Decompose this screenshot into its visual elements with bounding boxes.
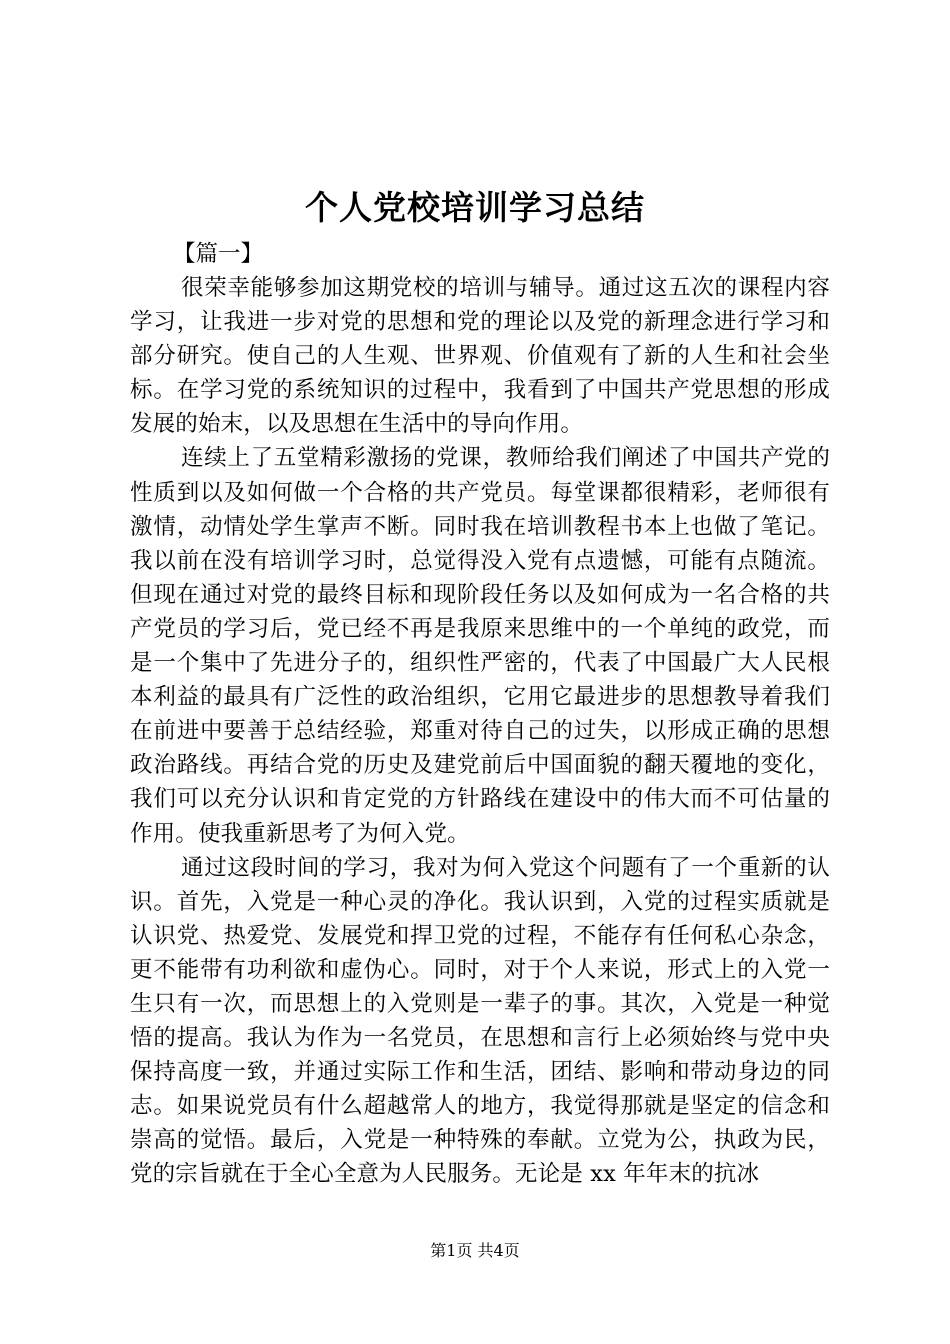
document-title: 个人党校培训学习总结: [305, 188, 645, 227]
paragraph-2: 连续上了五堂精彩激扬的党课，教师给我们阐述了中国共产党的性质到以及如何做一个合格的共产党员。每堂课都很精彩，老师很有激情，动情处学生掌声不断。同时我在培训教程书本上也做了笔记。我以前在没有培训学习时，总觉得没入党有点遗憾，可能有点随流。但现在通过对党的最终目标和现阶段任务以及如何成为一名合格的共产党员的学习后，党已经不再是我原来思维中的一个单纯的政党，而是一个集中了先进分子的，组织性严密的，代表了中国最广大人民根本利益的最具有广泛性的政治组织，它用它最进步的思想教导着我们在前进中要善于总结经验，郑重对待自己的过失，以形成正确的思想政治路线。再结合党的历史及建党前后中国面貌的翻天覆地的变化，我们可以充分认识和肯定党的方针路线在建设中的伟大而不可估量的作用。使我重新思考了为何入党。: [130, 445, 830, 847]
section-heading: 【篇一】: [173, 241, 264, 267]
paragraph-3: 通过这段时间的学习，我对为何入党这个问题有了一个重新的认识。首先，入党是一种心灵的净化。我认识到，入党的过程实质就是认识党、热爱党、发展党和捍卫党的过程，不能存有任何私心杂念，更不能带有功利欲和虚伪心。同时，对于个人来说，形式上的入党一生只有一次，而思想上的入党则是一辈子的事。其次，入党是一种觉悟的提高。我认为作为一名党员，在思想和言行上必须始终与党中央保持高度一致，并通过实际工作和生活，团结、影响和带动身边的同志。如果说党员有什么超越常人的地方，我觉得那就是坚定的信念和崇高的觉悟。最后，入党是一种特殊的奉献。立党为公，执政为民，党的宗旨就在于全心全意为人民服务。无论是 xx 年年末的抗冰: [130, 854, 830, 1188]
document-body: [130, 237, 830, 1192]
paragraph-1: 很荣幸能够参加这期党校的培训与辅导。通过这五次的课程内容学习，让我进一步对党的思想和党的理论以及党的新理念进行学习和部分研究。使自己的人生观、世界观、价值观有了新的人生和社会坐标。在学习党的系统知识的过程中，我看到了中国共产党思想的形成发展的始末，以及思想在生活中的导向作用。: [130, 275, 830, 438]
page-number-footer: 第1页 共4页: [430, 1241, 520, 1260]
